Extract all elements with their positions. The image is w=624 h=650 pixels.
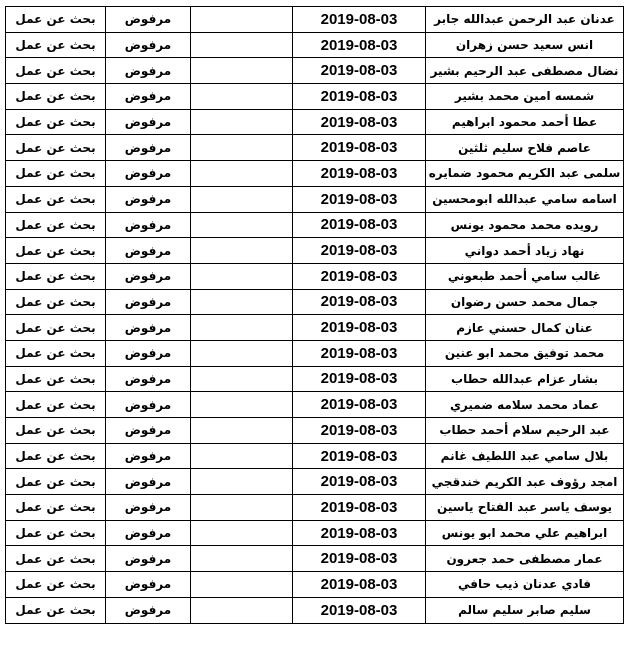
date-cell: 2019-08-03 bbox=[293, 263, 426, 289]
empty-cell bbox=[191, 212, 293, 238]
empty-cell bbox=[191, 572, 293, 598]
table-row bbox=[6, 520, 624, 546]
status-cell: بحث عن عمل bbox=[6, 469, 106, 495]
result-cell: مرفوض bbox=[106, 289, 191, 315]
result-cell: مرفوض bbox=[106, 495, 191, 521]
result-cell: مرفوض bbox=[106, 109, 191, 135]
date-cell: 2019-08-03 bbox=[293, 546, 426, 572]
table-row bbox=[6, 366, 624, 392]
date-cell: 2019-08-03 bbox=[293, 443, 426, 469]
empty-cell bbox=[191, 546, 293, 572]
date-cell: 2019-08-03 bbox=[293, 289, 426, 315]
empty-cell bbox=[191, 238, 293, 264]
empty-cell bbox=[191, 366, 293, 392]
empty-cell bbox=[191, 135, 293, 161]
result-cell: مرفوض bbox=[106, 366, 191, 392]
table-row bbox=[6, 469, 624, 495]
table-row bbox=[6, 186, 624, 212]
date-cell: 2019-08-03 bbox=[293, 572, 426, 598]
empty-cell bbox=[191, 315, 293, 341]
name-cell: امجد رؤوف عبد الكريم خندقجي bbox=[426, 469, 624, 495]
empty-cell bbox=[191, 418, 293, 444]
table-row bbox=[6, 495, 624, 521]
name-cell: فادي عدنان ذيب حافي bbox=[426, 572, 624, 598]
table-row bbox=[6, 597, 624, 623]
status-cell: بحث عن عمل bbox=[6, 546, 106, 572]
empty-cell bbox=[191, 32, 293, 58]
date-cell: 2019-08-03 bbox=[293, 32, 426, 58]
result-cell: مرفوض bbox=[106, 315, 191, 341]
date-cell: 2019-08-03 bbox=[293, 58, 426, 84]
date-cell: 2019-08-03 bbox=[293, 315, 426, 341]
status-cell: بحث عن عمل bbox=[6, 495, 106, 521]
result-cell: مرفوض bbox=[106, 135, 191, 161]
name-cell: يوسف ياسر عبد الفتاح ياسين bbox=[426, 495, 624, 521]
empty-cell bbox=[191, 392, 293, 418]
name-cell: انس سعيد حسن زهران bbox=[426, 32, 624, 58]
result-cell: مرفوض bbox=[106, 7, 191, 33]
result-cell: مرفوض bbox=[106, 469, 191, 495]
result-cell: مرفوض bbox=[106, 212, 191, 238]
table-row bbox=[6, 238, 624, 264]
table-row bbox=[6, 443, 624, 469]
name-cell: عدنان عبد الرحمن عبدالله جابر bbox=[426, 7, 624, 33]
empty-cell bbox=[191, 58, 293, 84]
name-cell: غالب سامي أحمد طبعوني bbox=[426, 263, 624, 289]
table-row bbox=[6, 418, 624, 444]
table-row bbox=[6, 546, 624, 572]
empty-cell bbox=[191, 520, 293, 546]
name-cell: محمد توفيق محمد ابو عنين bbox=[426, 340, 624, 366]
status-cell: بحث عن عمل bbox=[6, 161, 106, 187]
date-cell: 2019-08-03 bbox=[293, 238, 426, 264]
result-cell: مرفوض bbox=[106, 572, 191, 598]
date-cell: 2019-08-03 bbox=[293, 392, 426, 418]
name-cell: اسامه سامي عبدالله ابومحسين bbox=[426, 186, 624, 212]
status-cell: بحث عن عمل bbox=[6, 186, 106, 212]
empty-cell bbox=[191, 443, 293, 469]
date-cell: 2019-08-03 bbox=[293, 135, 426, 161]
status-cell: بحث عن عمل bbox=[6, 520, 106, 546]
result-cell: مرفوض bbox=[106, 418, 191, 444]
empty-cell bbox=[191, 109, 293, 135]
empty-cell bbox=[191, 597, 293, 623]
name-cell: سلمى عبد الكريم محمود ضمايره bbox=[426, 161, 624, 187]
date-cell: 2019-08-03 bbox=[293, 109, 426, 135]
table-row bbox=[6, 392, 624, 418]
status-cell: بحث عن عمل bbox=[6, 212, 106, 238]
result-cell: مرفوض bbox=[106, 340, 191, 366]
date-cell: 2019-08-03 bbox=[293, 7, 426, 33]
records-table bbox=[5, 6, 624, 624]
table-row bbox=[6, 109, 624, 135]
empty-cell bbox=[191, 289, 293, 315]
table-row bbox=[6, 212, 624, 238]
table-row bbox=[6, 58, 624, 84]
table-row bbox=[6, 84, 624, 110]
date-cell: 2019-08-03 bbox=[293, 340, 426, 366]
result-cell: مرفوض bbox=[106, 597, 191, 623]
result-cell: مرفوض bbox=[106, 84, 191, 110]
name-cell: رويده محمد محمود يونس bbox=[426, 212, 624, 238]
status-cell: بحث عن عمل bbox=[6, 7, 106, 33]
name-cell: بلال سامي عبد اللطيف غانم bbox=[426, 443, 624, 469]
table-row bbox=[6, 32, 624, 58]
empty-cell bbox=[191, 263, 293, 289]
empty-cell bbox=[191, 7, 293, 33]
status-cell: بحث عن عمل bbox=[6, 238, 106, 264]
name-cell: شمسه امين محمد بشير bbox=[426, 84, 624, 110]
empty-cell bbox=[191, 469, 293, 495]
status-cell: بحث عن عمل bbox=[6, 392, 106, 418]
name-cell: عماد محمد سلامه ضميري bbox=[426, 392, 624, 418]
result-cell: مرفوض bbox=[106, 32, 191, 58]
result-cell: مرفوض bbox=[106, 238, 191, 264]
date-cell: 2019-08-03 bbox=[293, 418, 426, 444]
result-cell: مرفوض bbox=[106, 392, 191, 418]
table-row bbox=[6, 289, 624, 315]
status-cell: بحث عن عمل bbox=[6, 572, 106, 598]
name-cell: عاصم فلاح سليم ثلثين bbox=[426, 135, 624, 161]
table-row bbox=[6, 7, 624, 33]
table-row bbox=[6, 315, 624, 341]
result-cell: مرفوض bbox=[106, 443, 191, 469]
empty-cell bbox=[191, 84, 293, 110]
result-cell: مرفوض bbox=[106, 263, 191, 289]
status-cell: بحث عن عمل bbox=[6, 366, 106, 392]
date-cell: 2019-08-03 bbox=[293, 520, 426, 546]
date-cell: 2019-08-03 bbox=[293, 186, 426, 212]
date-cell: 2019-08-03 bbox=[293, 495, 426, 521]
result-cell: مرفوض bbox=[106, 161, 191, 187]
date-cell: 2019-08-03 bbox=[293, 469, 426, 495]
name-cell: عمار مصطفى حمد جعرون bbox=[426, 546, 624, 572]
empty-cell bbox=[191, 340, 293, 366]
status-cell: بحث عن عمل bbox=[6, 315, 106, 341]
status-cell: بحث عن عمل bbox=[6, 263, 106, 289]
name-cell: بشار عزام عبدالله حطاب bbox=[426, 366, 624, 392]
table-row bbox=[6, 340, 624, 366]
table-row bbox=[6, 135, 624, 161]
status-cell: بحث عن عمل bbox=[6, 289, 106, 315]
table-row bbox=[6, 161, 624, 187]
name-cell: عبد الرحيم سلام أحمد حطاب bbox=[426, 418, 624, 444]
status-cell: بحث عن عمل bbox=[6, 135, 106, 161]
status-cell: بحث عن عمل bbox=[6, 418, 106, 444]
name-cell: ابراهيم علي محمد ابو يونس bbox=[426, 520, 624, 546]
empty-cell bbox=[191, 186, 293, 212]
name-cell: نضال مصطفى عبد الرحيم بشير bbox=[426, 58, 624, 84]
status-cell: بحث عن عمل bbox=[6, 340, 106, 366]
date-cell: 2019-08-03 bbox=[293, 212, 426, 238]
name-cell: سليم صابر سليم سالم bbox=[426, 597, 624, 623]
result-cell: مرفوض bbox=[106, 520, 191, 546]
records-table-body bbox=[6, 7, 624, 624]
date-cell: 2019-08-03 bbox=[293, 161, 426, 187]
result-cell: مرفوض bbox=[106, 58, 191, 84]
empty-cell bbox=[191, 495, 293, 521]
name-cell: عطا أحمد محمود ابراهيم bbox=[426, 109, 624, 135]
table-row bbox=[6, 263, 624, 289]
date-cell: 2019-08-03 bbox=[293, 366, 426, 392]
empty-cell bbox=[191, 161, 293, 187]
status-cell: بحث عن عمل bbox=[6, 597, 106, 623]
name-cell: نهاد زياد أحمد دواني bbox=[426, 238, 624, 264]
status-cell: بحث عن عمل bbox=[6, 109, 106, 135]
result-cell: مرفوض bbox=[106, 186, 191, 212]
name-cell: عنان كمال حسني عازم bbox=[426, 315, 624, 341]
result-cell: مرفوض bbox=[106, 546, 191, 572]
table-row bbox=[6, 572, 624, 598]
date-cell: 2019-08-03 bbox=[293, 597, 426, 623]
name-cell: جمال محمد حسن رضوان bbox=[426, 289, 624, 315]
date-cell: 2019-08-03 bbox=[293, 84, 426, 110]
status-cell: بحث عن عمل bbox=[6, 84, 106, 110]
status-cell: بحث عن عمل bbox=[6, 58, 106, 84]
status-cell: بحث عن عمل bbox=[6, 32, 106, 58]
status-cell: بحث عن عمل bbox=[6, 443, 106, 469]
